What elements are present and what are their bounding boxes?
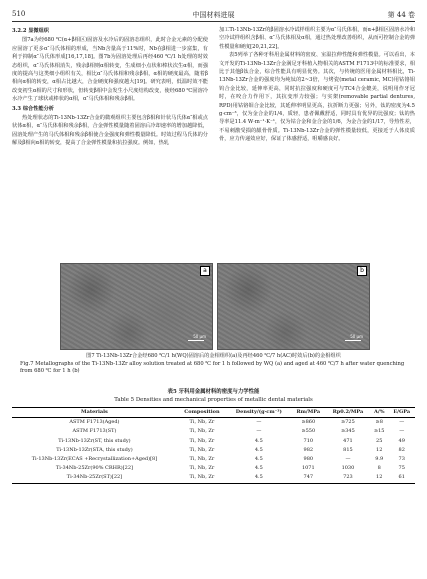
figure-caption-cn: 图7 Ti-13Nb-13Zr合金经680 ℃/1 h(WQ)固溶后的金相组织(a)及再经460 ℃/7 h(AC)时效后(b)的金相组织 <box>86 353 341 359</box>
table-cell: ≥8 <box>375 419 383 426</box>
table-cell: Ti, Nb, Zr <box>189 446 215 453</box>
table-cell: — <box>256 428 262 435</box>
table-cell: — <box>345 456 351 463</box>
table-cell: 4.5 <box>254 465 263 472</box>
table-row <box>12 418 415 428</box>
table-header-row <box>12 408 415 418</box>
table-cell: — <box>399 419 405 426</box>
table-cell: 9.9 <box>375 456 384 463</box>
micrograph-a <box>60 263 213 350</box>
table-cell: 982 <box>303 446 314 453</box>
scale-bar-label: 50 μm <box>193 334 206 339</box>
section-heading-microstructure: 3.2.2 显微组织 <box>12 28 49 34</box>
table-cell: 4.5 <box>254 456 263 463</box>
table-cell: 723 <box>343 474 353 481</box>
table-row <box>12 464 415 473</box>
table-cell: 73 <box>398 456 405 463</box>
column-header: Rp0.2/MPa <box>332 409 364 415</box>
table-cell: Ti-34Nb-25Zr(ST)[22] <box>66 474 123 481</box>
table-cell: 4.5 <box>254 474 263 481</box>
table-caption-cn: 表5 牙科用金属材料的密度与力学性能 <box>167 389 260 395</box>
paragraph: 图7a为经680 ℃(α+β相区)固溶及水冷后的固溶态组织，此时合金元素的分配使应固溶了更多α″马氏体相的形成，当Nb含量高于11%时，Nb在β相进一步富集，有利于抑制α″马氏体形成[16,17,18]。图7b为固溶处理后再经460 ℃/1 h处理的时效态组织，α″马氏体相消失，残余β相则α相转变，生成细小点状和棒状次生α相，而强度的提高与这类细小组织有关，相比α″马氏体相和残余β相，α相的硬度最高，随着β相向α相的转变，α相占比越大，合金硬度和强度越大[19]。研究表明，低温时效不能改变初生α相的尺寸和形状，但转变β相中会发生小尺度结构改变，使经680 ℃固溶冷水冷产生了球状或棒状的α相，α″马氏体相和残余β相。 <box>12 37 208 103</box>
paragraph: 表5列举了各种牙科用金属材料的密度、室温拉伸性能和弹性模量。可以看出，本文开发的Ti-13Nb-13Zr合金满足牙科植入物相关的ASTM F1713中的标准要求，相比于其他β钛合金，综合性能具有明显优势。其次，与传统的医用金属材料相比，Ti-13Nb-13Zr合金的强度均为纯钛的2~3倍，与烤瓷(metal ceramic, MC)用钴铬钼钨合金比较，延伸率更高，同时抗拉强度和硬度可与TC4合金媲美，说明用作牙冠时，在咬合力作用下，其抗变形力较强；与实架(removable partial dentures, RPD)用钴铬钼合金比较，其延伸率明显更高，抗折断力更强；另外，钛的密度为4.5 g·cm⁻³，仅为金合金的1/4，质轻，患者佩戴舒适，同时具有优异的比强度；钛的热导率是11.4 W·m⁻¹·K⁻¹，仅为钴合金和金合金的1/6，为金合金的1/17，导热性差，不易刺激受损的龈骨骨质。Ti-13Nb-13Zr合金的弹性模量较低，更接近于人体皮质骨，应力传递效应好，保证了体感舒适，咀嚼感良好。 <box>219 52 415 143</box>
table-cell: ≥725 <box>341 419 355 426</box>
figure-caption-en: Fig.7 Metallographs of the Ti-13Nb-13Zr alloy solution treated at 680 ℃ for 1 h followed by WQ (a) and aged at 460 ℃/7 h after water quenching from 680 ℃ for 1 h (b) <box>20 360 405 374</box>
table-cell: 4.5 <box>254 446 263 453</box>
table-cell: 1030 <box>341 465 355 472</box>
table-cell: ≥345 <box>341 428 355 435</box>
column-header: A/% <box>373 409 385 415</box>
table-cell: Ti, Nb, Zr <box>189 419 215 426</box>
page-number: 510 <box>12 10 26 18</box>
table-row <box>12 473 415 483</box>
section-heading-performance: 3.3 综合性能分析 <box>12 105 54 112</box>
table-cell: 82 <box>398 446 405 453</box>
volume-label: 第 44 卷 <box>387 11 415 19</box>
table-cell: 8 <box>377 465 381 472</box>
scale-bar <box>345 340 361 341</box>
table-row <box>12 427 415 436</box>
table-cell: ≥860 <box>301 419 316 426</box>
micrograph-b <box>217 263 370 350</box>
table-cell: Ti, Nb, Zr <box>189 428 215 435</box>
table-cell: Ti, Nb, Zr <box>189 437 215 444</box>
table-cell: 710 <box>303 437 314 444</box>
table-cell: Ti-34Nb-25Zr(90% CRHR)[22] <box>55 465 133 472</box>
table-cell: 815 <box>343 446 353 453</box>
properties-table <box>12 407 415 484</box>
table-cell: ≥550 <box>301 428 316 435</box>
table-cell: ASTM F1713(Aged) <box>69 419 120 426</box>
column-header: Materials <box>81 409 108 415</box>
column-header: Density/(g·cm⁻³) <box>235 409 282 415</box>
header-rule <box>12 21 415 22</box>
table-caption <box>12 388 415 404</box>
table-cell: Ti, Nb, Zr <box>189 474 215 481</box>
table-cell: Ti-13Nb-13Zr(STA, this study) <box>56 446 133 453</box>
table-cell: 4.5 <box>254 437 263 444</box>
table-cell: 25 <box>376 437 383 444</box>
table-cell: 471 <box>343 437 353 444</box>
table-cell: 747 <box>303 474 314 481</box>
page-header <box>12 8 415 22</box>
column-header: E/GPa <box>393 409 411 415</box>
column-header: Composition <box>184 409 220 415</box>
table-cell: 1071 <box>301 465 315 472</box>
figure-7 <box>60 263 368 348</box>
table-cell: 12 <box>376 474 383 481</box>
table-cell: 980 <box>303 456 314 463</box>
table-cell: ≥15 <box>373 428 385 435</box>
column-header: Rm/MPa <box>296 409 321 415</box>
right-column <box>219 26 415 144</box>
paragraph: 加工Ti-13Nb-13Zr的β固溶水冷试样组织主要为α″马氏体相，而α+β相区固溶水冷和空冷试样组织含β相、α″马氏体相及α相，通过热处理改善组织，从而可控制合金的弹性模量和硬度[20,21,22]。 <box>219 27 415 50</box>
table-cell: 12 <box>376 446 383 453</box>
panel-label-a: a <box>200 266 210 276</box>
table-row <box>12 437 415 446</box>
table-cell: 49 <box>398 437 405 444</box>
table-row <box>12 446 415 455</box>
table-cell: Ti, Nb, Zr <box>189 456 215 463</box>
journal-title: 中国材料进展 <box>192 11 235 19</box>
figure-caption <box>20 353 407 376</box>
table-cell: — <box>256 419 262 426</box>
table-cell: Ti-13Nb-13Zr(ST, this study) <box>58 437 131 444</box>
paragraph: 热处理状态的Ti-13Nb-13Zr合金的微观组织主要包含β相和针状马氏体α″相或点状体α相，α″马氏体相和残余β相，合金弹性模量随着固溶后冷却速率的增加越降低，固溶处理产生的马氏体相和残余β相使合金强度和弹性模量降低。时效过程马氏体的分解及β相向α相的转变，提高了合金弹性模量和抗拉强度。例如，热轧 <box>12 115 208 147</box>
table-cell: ASTM F1713(ST) <box>72 428 117 435</box>
left-column <box>12 26 208 148</box>
table-row <box>12 455 415 464</box>
table-caption-en: Table 5 Densities and mechanical properties of metallic dental materials <box>114 397 313 403</box>
table-cell: — <box>399 428 405 435</box>
scale-bar-label: 50 μm <box>350 334 363 339</box>
scale-bar <box>188 340 204 341</box>
table-cell: Ti, Nb, Zr <box>189 465 215 472</box>
table-cell: 61 <box>398 474 405 481</box>
table-cell: Ti-13Nb-13Zr(ECAS +Recrystallization+Aged)[8] <box>31 456 158 463</box>
table-cell: 75 <box>398 465 405 472</box>
panel-label-b: b <box>357 266 367 276</box>
